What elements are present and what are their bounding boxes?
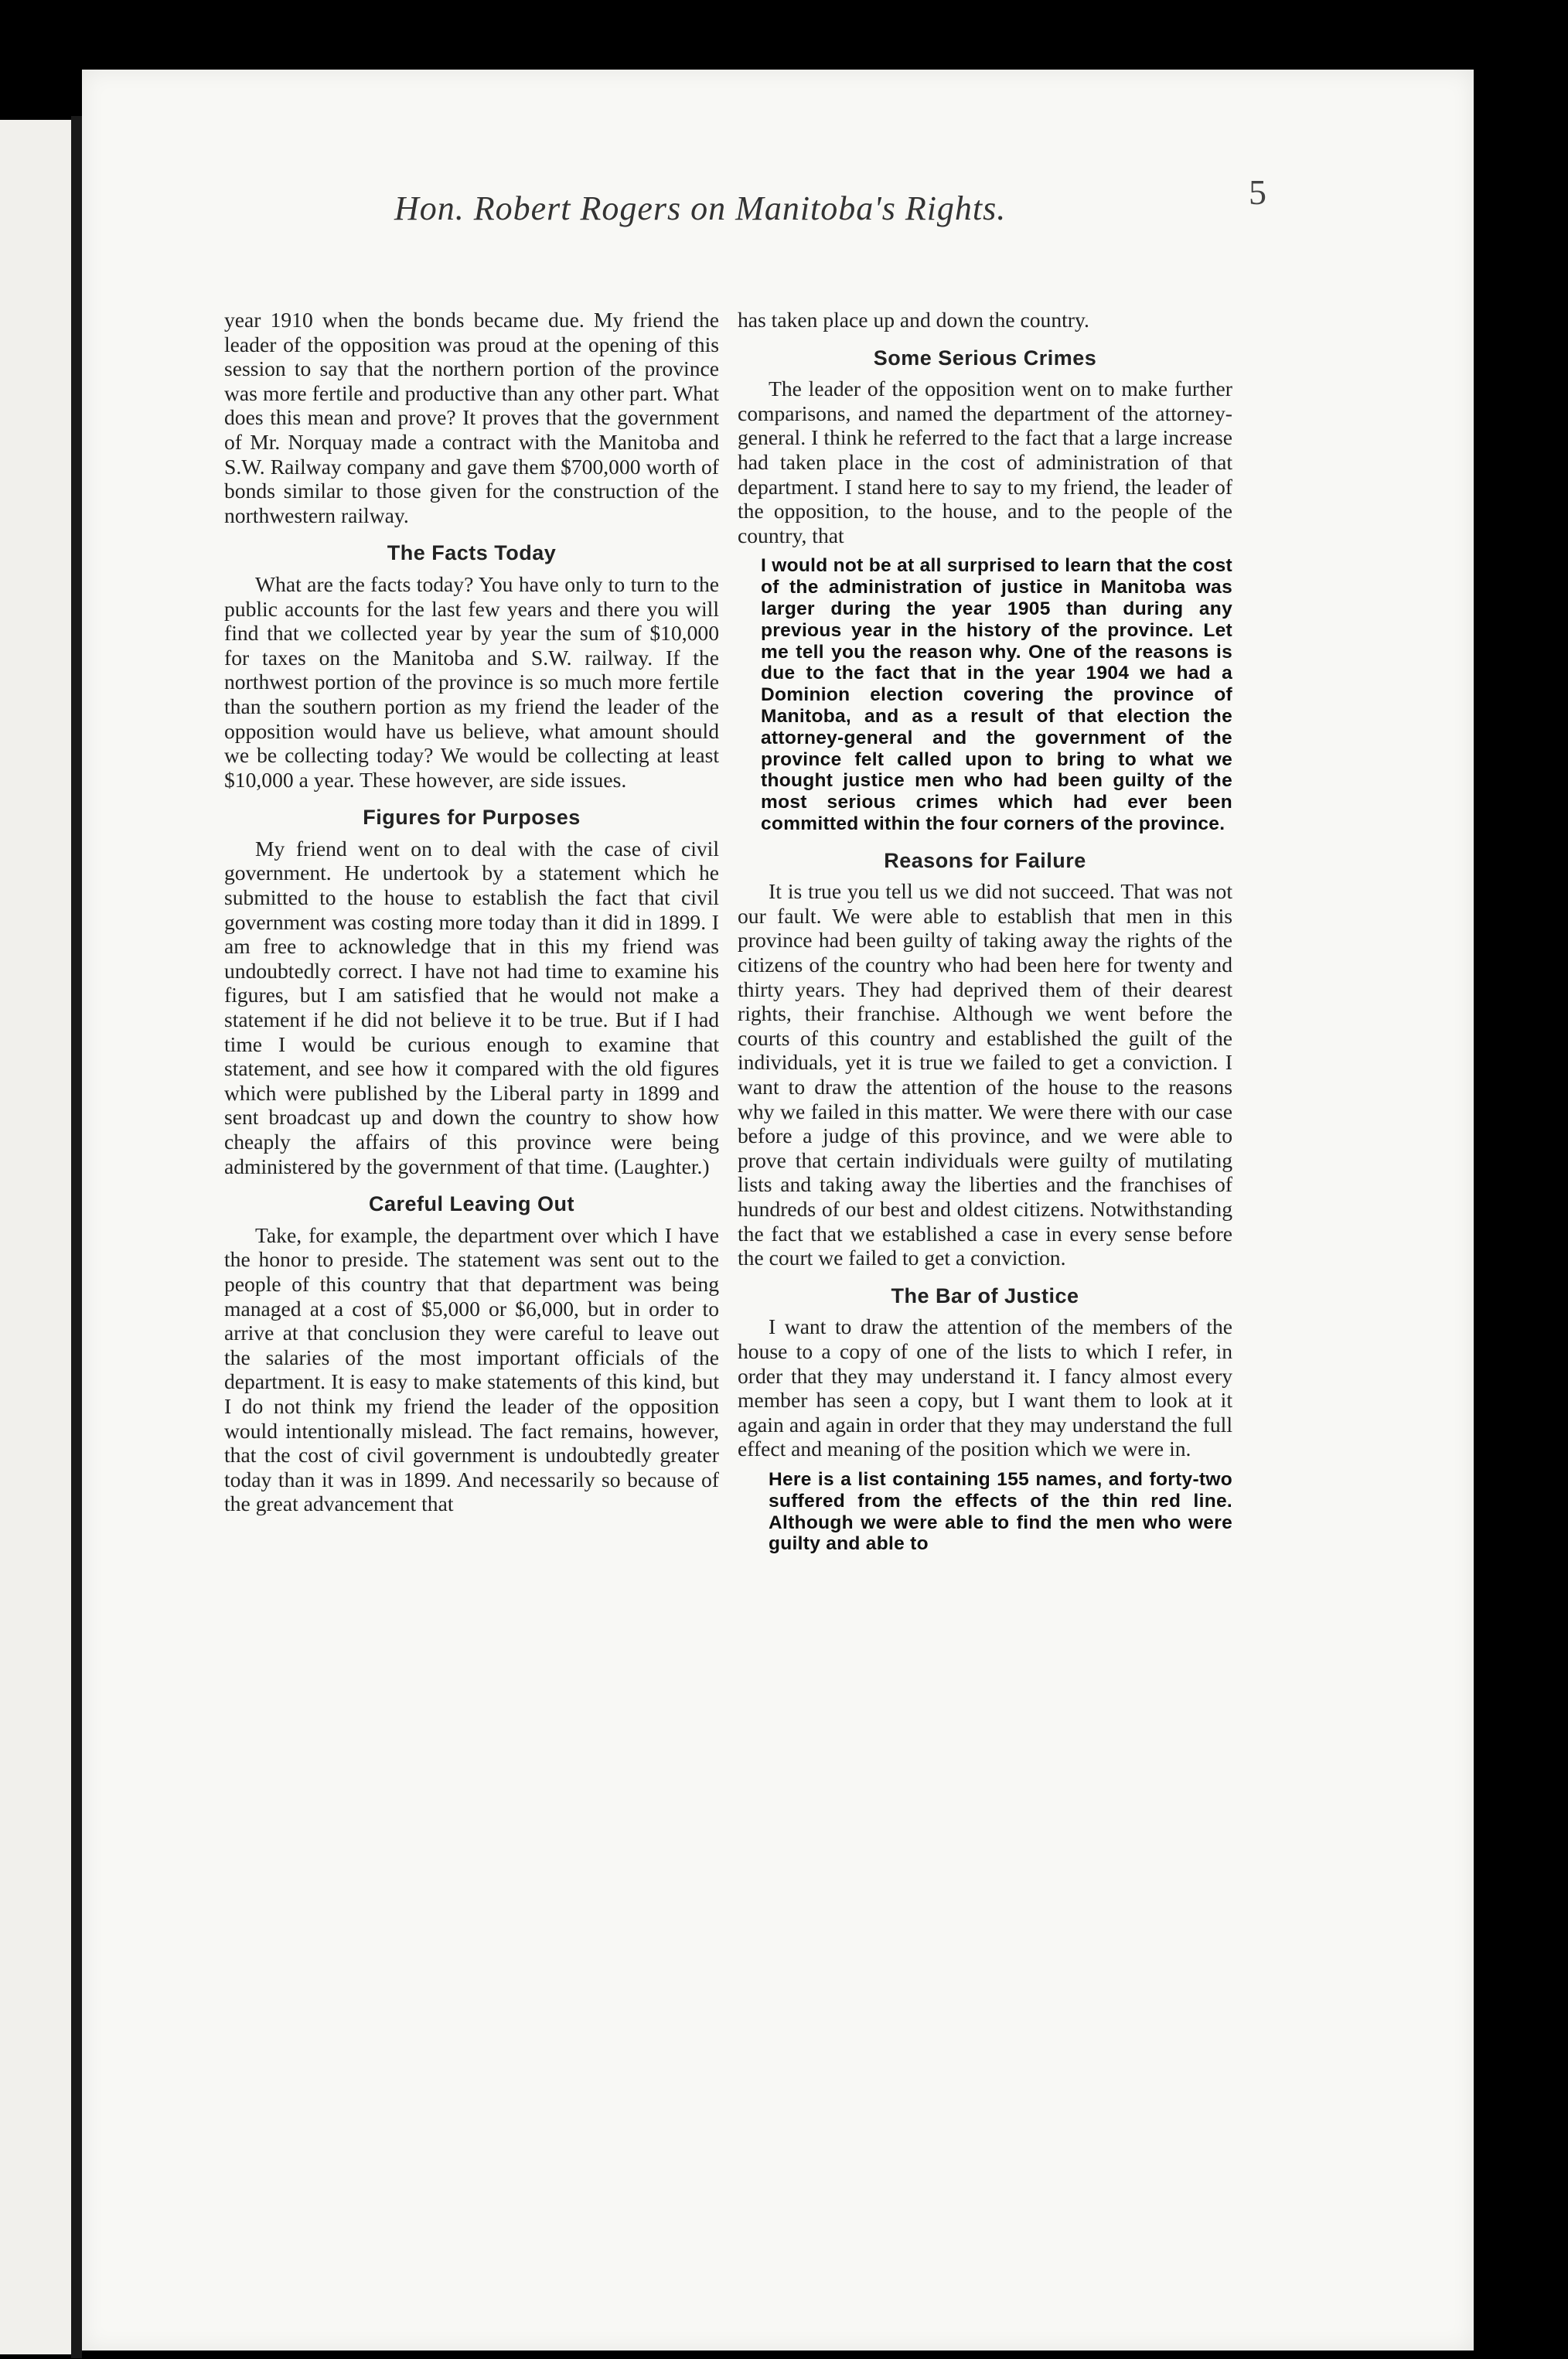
- bold-quote-block: I would not be at all surprised to learn that the cost of the administration of justice in Manitoba was larger during the year 1905 than during any previous year in the history of the province. Let me tell you the reason why. One of the reasons is due to the fact that in the year 1904 we had a Dominion election covering the province of Manitoba, and as a result of that election the attorney-general and the government of the province felt called upon to bring to what we thought justice men who had been guilty of the most serious crimes which had ever been committed within the four corners of the province.: [761, 555, 1232, 834]
- section-heading-figures-for-purposes: Figures for Purposes: [363, 806, 581, 830]
- page-number: 5: [1249, 172, 1266, 212]
- section-heading-careful-leaving-out: Careful Leaving Out: [368, 1192, 575, 1216]
- left-column: [224, 308, 719, 1516]
- right-column: [738, 308, 1232, 1560]
- right-paragraph-4: I want to draw the attention of the members of the house to a copy of one of the lists to which I refer, in order that they may understand it. I fancy almost every member has seen a copy, but I want them to look at it again and again in order that they may understand the full effect and meaning of the position which we were in.: [738, 1314, 1232, 1461]
- right-paragraph-3: It is true you tell us we did not succeed. That was not our fault. We were able to establish that men in this province had been guilty of taking away the rights of the citizens of the country who had been here for twenty and thirty years. They had deprived them of their dearest rights, their franchise. Although we went before the courts of this country and established the guilt of the individuals, yet it is true we failed to get a conviction. I want to draw the attention of the house to the reasons why we failed in this matter. We were there with our case before a judge of this province, and we were able to prove that certain individuals were guilty of mutilating lists and taking away the liberties and the franchises of hundreds of our best and oldest citizens. Notwithstanding the fact that we established a case in every sense before the court we failed to get a conviction.: [738, 879, 1232, 1270]
- section-heading-facts-today: The Facts Today: [387, 541, 557, 565]
- section-heading-some-serious-crimes: Some Serious Crimes: [873, 346, 1097, 370]
- left-paragraph-1: year 1910 when the bonds became due. My friend the leader of the opposition was proud at the opening of this session to say that the northern portion of the province was more fertile and productive than any other part. What does this mean and prove? It proves that the government of Mr. Norquay made a contract with the Manitoba and S.W. Railway company and gave them $700,000 worth of bonds similar to those given for the construction of the northwestern railway.: [224, 308, 719, 527]
- facing-page-edge: [0, 120, 71, 2354]
- book-gutter: [71, 116, 82, 2358]
- right-paragraph-1: has taken place up and down the country.: [738, 308, 1089, 332]
- left-paragraph-2: What are the facts today? You have only to turn to the public accounts for the last few years and there you will find that we collected year by year the sum of $10,000 for taxes on the Manitoba and S.W. railway. If the northwest portion of the province is so much more fertile than the southern portion as my friend the leader of the opposition would have us believe, what amount should we be collecting today? We would be collecting at least $10,000 a year. These however, are side issues.: [224, 571, 719, 792]
- left-paragraph-3: My friend went on to deal with the case of civil government. He undertook by a statement which he submitted to the house to establish the fact that civil government was costing more today than it did in 1899. I am free to acknowledge that in this my friend was undoubtedly correct. I have not had time to examine his figures, but I am satisfied that he would not make a statement if he did not believe it to be true. But if I had time I would be curious enough to examine that statement, and see how it compared with the old figures which were published by the Liberal party in 1899 and sent broadcast up and down the country to show how cheaply the affairs of this province were being administered by the government of that time. (Laughter.): [224, 836, 719, 1178]
- section-heading-reasons-for-failure: Reasons for Failure: [884, 848, 1086, 872]
- right-paragraph-2: The leader of the opposition went on to make further comparisons, and named the department of the attorney-general. I think he referred to the fact that a large increase had taken place in the cost of administration of that department. I stand here to say to my friend, the leader of the opposition, to the house, and to the people of the country, that: [738, 377, 1232, 547]
- running-head: Hon. Robert Rogers on Manitoba's Rights.: [394, 189, 1007, 227]
- left-paragraph-4: Take, for example, the department over which I have the honor to preside. The statement was sent out to the people of this country that that department was being managed at a cost of $5,000 or $6,000, but in order to arrive at that conclusion they were careful to leave out the salaries of the most important officials of the department. It is easy to make statements of this kind, but I do not think my friend the leader of the opposition would intentionally mislead. The fact remains, however, that the cost of civil government is undoubtedly greater today than it was in 1899. And necessarily so because of the great advancement that: [224, 1222, 719, 1516]
- bold-list-block: Here is a list containing 155 names, and forty-two suffered from the effects of the thin red line. Although we were able to find the men who were guilty and able to: [769, 1468, 1232, 1555]
- section-heading-bar-of-justice: The Bar of Justice: [891, 1283, 1079, 1307]
